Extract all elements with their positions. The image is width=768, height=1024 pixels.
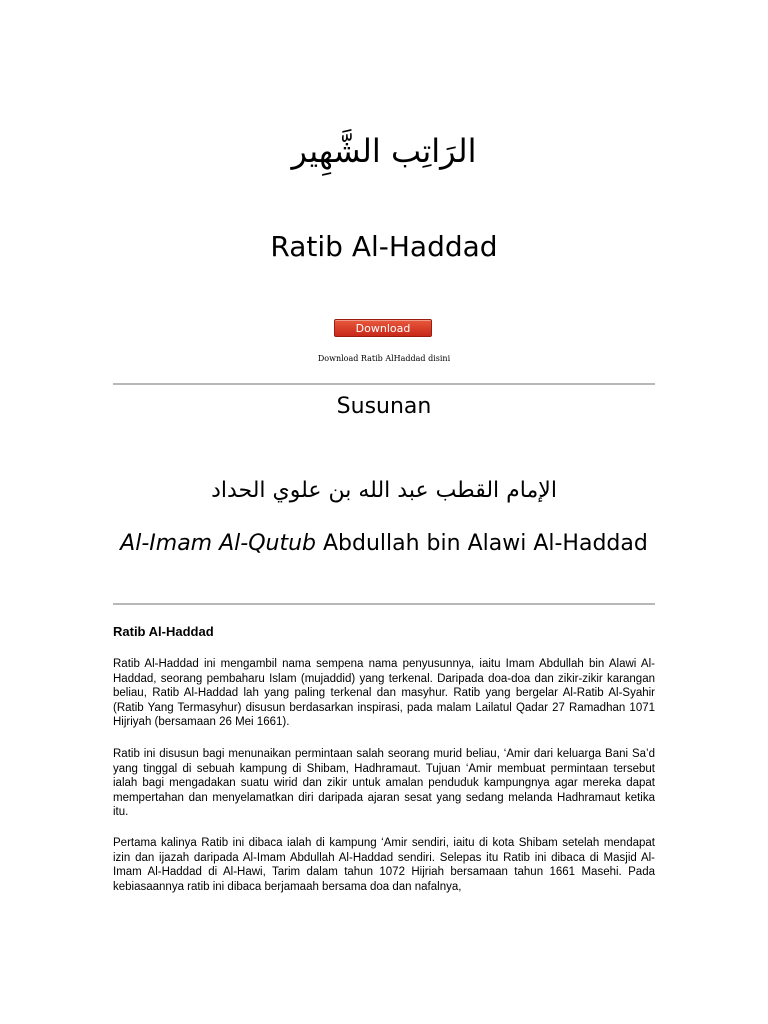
page-title: Ratib Al-Haddad — [270, 230, 498, 263]
download-caption[interactable]: Download Ratib AlHaddad disini — [317, 354, 451, 363]
paragraph: Ratib Al-Haddad ini mengambil nama sempena nama penyusunnya, iaitu Imam Abdullah bin Alawi Al-Haddad, seorang pembaharu Islam (mujaddid) yang terkenal. Daripada doa-doa dan zikir-zikir karangan beliau, Ratib Al-Haddad lah yang paling terkenal dan masyhur. Ratib yang bergelar Al-Ratib Al-Syahir (Ratib Yang Termasyhur) disusun berdasarkan inspirasi, pada malam Lailatul Qadar 27 Ramadhan 1071 Hijriyah (bersamaan 26 Mei 1661). — [113, 658, 655, 729]
arabic-title: الرَاتِب الشَّهِير — [291, 132, 477, 170]
divider-bottom — [113, 603, 655, 605]
paragraph: Pertama kalinya Ratib ini dibaca ialah di kampung ‘Amir sendiri, iaitu di kota Shibam setelah mendapat izin dan ijazah daripada Al-Imam Abdullah Al-Haddad sendiri. Selepas itu Ratib ini dibaca di Masjid Al-Imam Al-Haddad di Al-Hawi, Tarim dalam tahun 1072 Hijriah bersamaan tahun 1661 Masehi. Pada kebiasaannya ratib ini dibaca berjamaah bersama doa dan nafalnya, — [113, 837, 655, 893]
download-button[interactable]: Download — [334, 319, 432, 337]
author-name — [113, 529, 655, 559]
section-heading: Ratib Al-Haddad — [113, 624, 214, 639]
susunan-label: Susunan — [336, 394, 432, 419]
author-title-italic: Al-Imam Al-Qutub — [120, 531, 316, 556]
divider-top — [113, 383, 655, 385]
author-name-text: Abdullah bin Alawi Al-Haddad — [316, 531, 648, 556]
arabic-author-name: الإمام القطب عبد الله بن علوي الحداد — [211, 478, 557, 503]
paragraph: Ratib ini disusun bagi menunaikan permintaan salah seorang murid beliau, ‘Amir dari keluarga Bani Sa’d yang tinggal di sebuah kampung di Shibam, Hadhramaut. Tujuan ‘Amir membuat permintaan tersebut ialah bagi mengadakan suatu wirid dan zikir untuk amalan penduduk kampungnya agar mereka dapat mempertahan dan menyelamatkan diri daripada ajaran sesat yang sedang melanda Hadhramaut ketika itu. — [113, 748, 655, 819]
